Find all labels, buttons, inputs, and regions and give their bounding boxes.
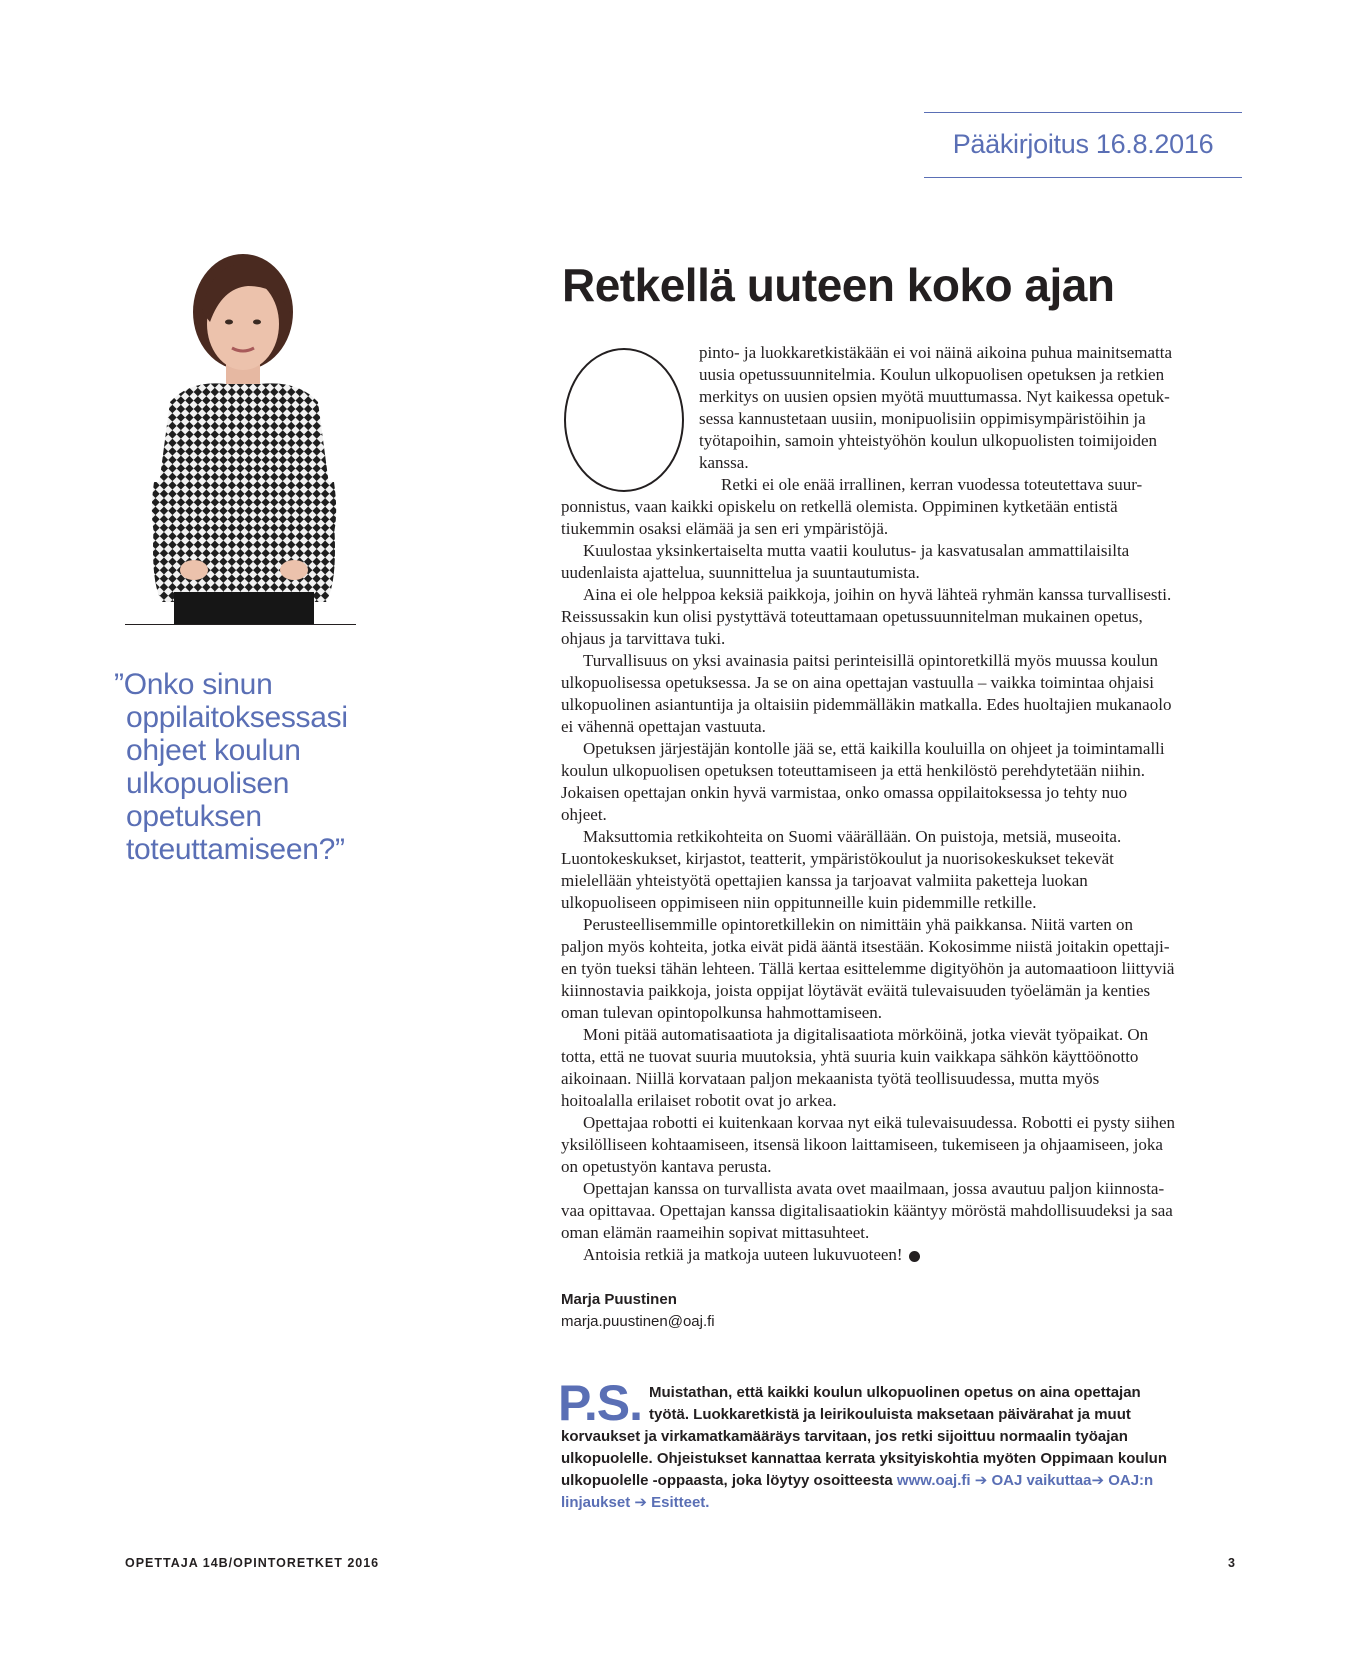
article-line: hoitoalalla erilaiset robotit ovat jo arkea. (561, 1091, 837, 1110)
article-line: oman elämän raameihin sopivat mittasuhteet. (561, 1223, 870, 1242)
article-line: tiukemmin osaksi elämää ja sen eri ympäristöjä. (561, 519, 889, 538)
ps-line-with-link (561, 1470, 1251, 1492)
article-body (561, 342, 1251, 1266)
ps-line: korvaukset ja virkamatkamääräys tarvitaan, jos retki sijoittuu normaalin työajan (561, 1428, 1128, 1445)
page-number: 3 (1228, 1556, 1235, 1570)
oaj-link-continued[interactable]: linjaukset ➔ Esitteet. (561, 1494, 710, 1511)
article-line: Luontokeskukset, kirjastot, teatterit, ympäristökoulut ja nuorisokeskukset tekevät (561, 849, 1114, 868)
pull-quote-line: ulkopuolisen (126, 767, 290, 800)
article-line: on opetustyön kantava perusta. (561, 1157, 772, 1176)
article-line: pinto- ja luokkaretkistäkään ei voi näinä aikoina puhua mainitsematta (699, 343, 1173, 362)
article-line: en työn tueksi tähän lehteen. Tällä kertaa esittelemme digityöhön ja automaatioon liittyviä (561, 959, 1175, 978)
article-line: koulun ulkopuolisen opetuksen toteuttamiseen ja että henkilöstö perehdytetään niihin. (561, 761, 1146, 780)
article-line: ulkopuoliseen oppimiseen niin oppitunneille kuin pidemmille retkille. (561, 893, 1037, 912)
article-line: ei vähennä opettajan vastuuta. (561, 717, 766, 736)
article-line: työtapoihin, samoin yhteistyöhön koulun ulkopuolisten toimijoiden (699, 431, 1158, 450)
article-line: Opettajan kanssa on turvallista avata ovet maailmaan, jossa avautuu paljon kiinnosta- (583, 1179, 1165, 1198)
article-line: kanssa. (699, 453, 749, 472)
article-line: ulkopuolinen asiantuntija ja oltaisiin pidemmälläkin matkalla. Edes huoltajien mukanaolo (561, 695, 1172, 714)
pull-quote-line: ”Onko sinun (114, 668, 273, 701)
article-line: Kuulostaa yksinkertaiselta mutta vaatii koulutus- ja kasvatusalan ammattilaisilta (583, 541, 1130, 560)
ps-line: työtä. Luokkaretkistä ja leirikouluista maksetaan päivärahat ja muut (649, 1406, 1131, 1423)
article-line: Turvallisuus on yksi avainasia paitsi perinteisillä opintoretkillä myös muussa koulun (583, 651, 1158, 670)
oaj-link[interactable]: www.oaj.fi ➔ OAJ vaikuttaa➔ OAJ:n (896, 1472, 1154, 1489)
article-line: yksilölliseen kohtaamiseen, itsensä likoon laittamiseen, tukemiseen ja ohjaamiseen, joka (561, 1135, 1163, 1154)
photo-divider (125, 624, 356, 625)
article-line: ponnistus, vaan kaikki opiskelu on retkellä olemista. Oppiminen kytketään entistä (561, 497, 1118, 516)
article-title: Retkellä uuteen koko ajan (562, 259, 1115, 311)
article-line: Perusteellisemmille opintoretkillekin on nimittäin yhä paikkansa. Niitä varten on (583, 915, 1134, 934)
article-line: oman tulevan opintopolkunsa hahmottamiseen. (561, 1003, 883, 1022)
article-line: Opettajaa robotti ei kuitenkaan korvaa nyt eikä tulevaisuudessa. Robotti ei pysty siihen (583, 1113, 1176, 1132)
ps-line: ulkopuolelle -oppaasta, joka löytyy osoitteesta (561, 1472, 897, 1489)
ps-line: ulkopuolelle. Ohjeistukset kannattaa kerrata yksityiskohtia myöten Oppimaan koulun (561, 1450, 1168, 1467)
article-line: vaa opittavaa. Opettajan kanssa digitalisaatiokin kääntyy möröstä mahdollisuudeksi ja saa (561, 1201, 1173, 1220)
article-line: ohjeet. (561, 805, 607, 824)
article-line: Jokaisen opettajan onkin hyvä varmistaa, onko omassa oppilaitoksessa jo tehty nuo (561, 783, 1128, 802)
section-date-box (924, 112, 1242, 178)
article-line: Moni pitää automatisaatiota ja digitalisaatiota mörköinä, jotka vievät työpaikat. On (583, 1025, 1149, 1044)
ps-line: Muistathan, että kaikki koulun ulkopuolinen opetus on aina opettajan (649, 1384, 1141, 1401)
article-line: Reissussakin kun olisi pystyttävä toteuttamaan opetussuunnitelman mukainen opetus, (561, 607, 1143, 626)
article-line: totta, että ne tuovat suuria muutoksia, yhtä suuria kuin vaikkapa sähkön käyttöönotto (561, 1047, 1139, 1066)
article-closing-line (561, 1244, 1251, 1266)
article-line: paljon myös kohteita, jotka eivät pidä ääntä itsestään. Kokosimme niistä joitakin opettaji- (561, 937, 1170, 956)
article-line: uudenlaista ajattelua, suunnittelua ja suuntautumista. (561, 563, 920, 582)
ps-link-line (561, 1492, 1251, 1514)
article-line: Maksuttomia retkikohteita on Suomi väärällään. On puistoja, metsiä, museoita. (583, 827, 1122, 846)
article-line: merkitys on uusien opsien myötä muuttumassa. Nyt kaikessa opetuk- (699, 387, 1170, 406)
drop-cap-letter: O (623, 434, 625, 435)
article-line: Retki ei ole enää irrallinen, kerran vuodessa toteutettava suur- (721, 475, 1143, 494)
portrait-photo (130, 252, 356, 624)
article-line: kiinnostavia paikkoja, joista oppijat löytävät eväitä tulevaisuuden työelämän ja kenties (561, 981, 1151, 1000)
ps-text (561, 1382, 1251, 1514)
author-name: Marja Puustinen (561, 1291, 677, 1308)
article-line: uusia opetussuunnitelmia. Koulun ulkopuolisen opetuksen ja retkien (699, 365, 1165, 384)
portrait-photo-icon (130, 252, 356, 624)
ps-mark: P.S. (558, 1375, 643, 1431)
section-date: Pääkirjoitus 16.8.2016 (952, 129, 1214, 159)
pull-quote-line: oppilaitoksessasi (126, 701, 348, 734)
pull-quote-line: toteuttamiseen?” (126, 833, 345, 866)
article-line: Antoisia retkiä ja matkoja uuteen lukuvuoteen! (583, 1245, 903, 1264)
article-line: ohjaus ja tarvittava tuki. (561, 629, 726, 648)
pull-quote (114, 668, 394, 866)
article-line: mielellään yhteistyötä opettajien kanssa ja tarjoavat valmiita paketteja luokan (561, 871, 1088, 890)
article-line: Opetuksen järjestäjän kontolle jää se, että kaikilla kouluilla on ohjeet ja toimintamalli (583, 739, 1165, 758)
pull-quote-line: ohjeet koulun (126, 734, 301, 767)
article-line: Aina ei ole helppoa keksiä paikkoja, joihin on hyvä lähteä ryhmän kanssa turvallisesti. (583, 585, 1172, 604)
article-line: aikoinaan. Niillä korvataan paljon mekaanista työtä teollisuudessa, mutta myös (561, 1069, 1100, 1088)
article-line: ulkopuolisessa opetuksessa. Ja se on aina opettajan vastuulla – vaikka toimintaa ohjaisi (561, 673, 1154, 692)
publication-footer: OPETTAJA 14B/OPINTORETKET 2016 (125, 1556, 380, 1570)
article-line: sessa kannustetaan uusiin, monipuolisiin oppimisympäristöihin ja (699, 409, 1146, 428)
author-email[interactable]: marja.puustinen@oaj.fi (561, 1313, 715, 1330)
end-bullet-icon (909, 1251, 920, 1262)
pull-quote-line: opetuksen (126, 800, 262, 833)
